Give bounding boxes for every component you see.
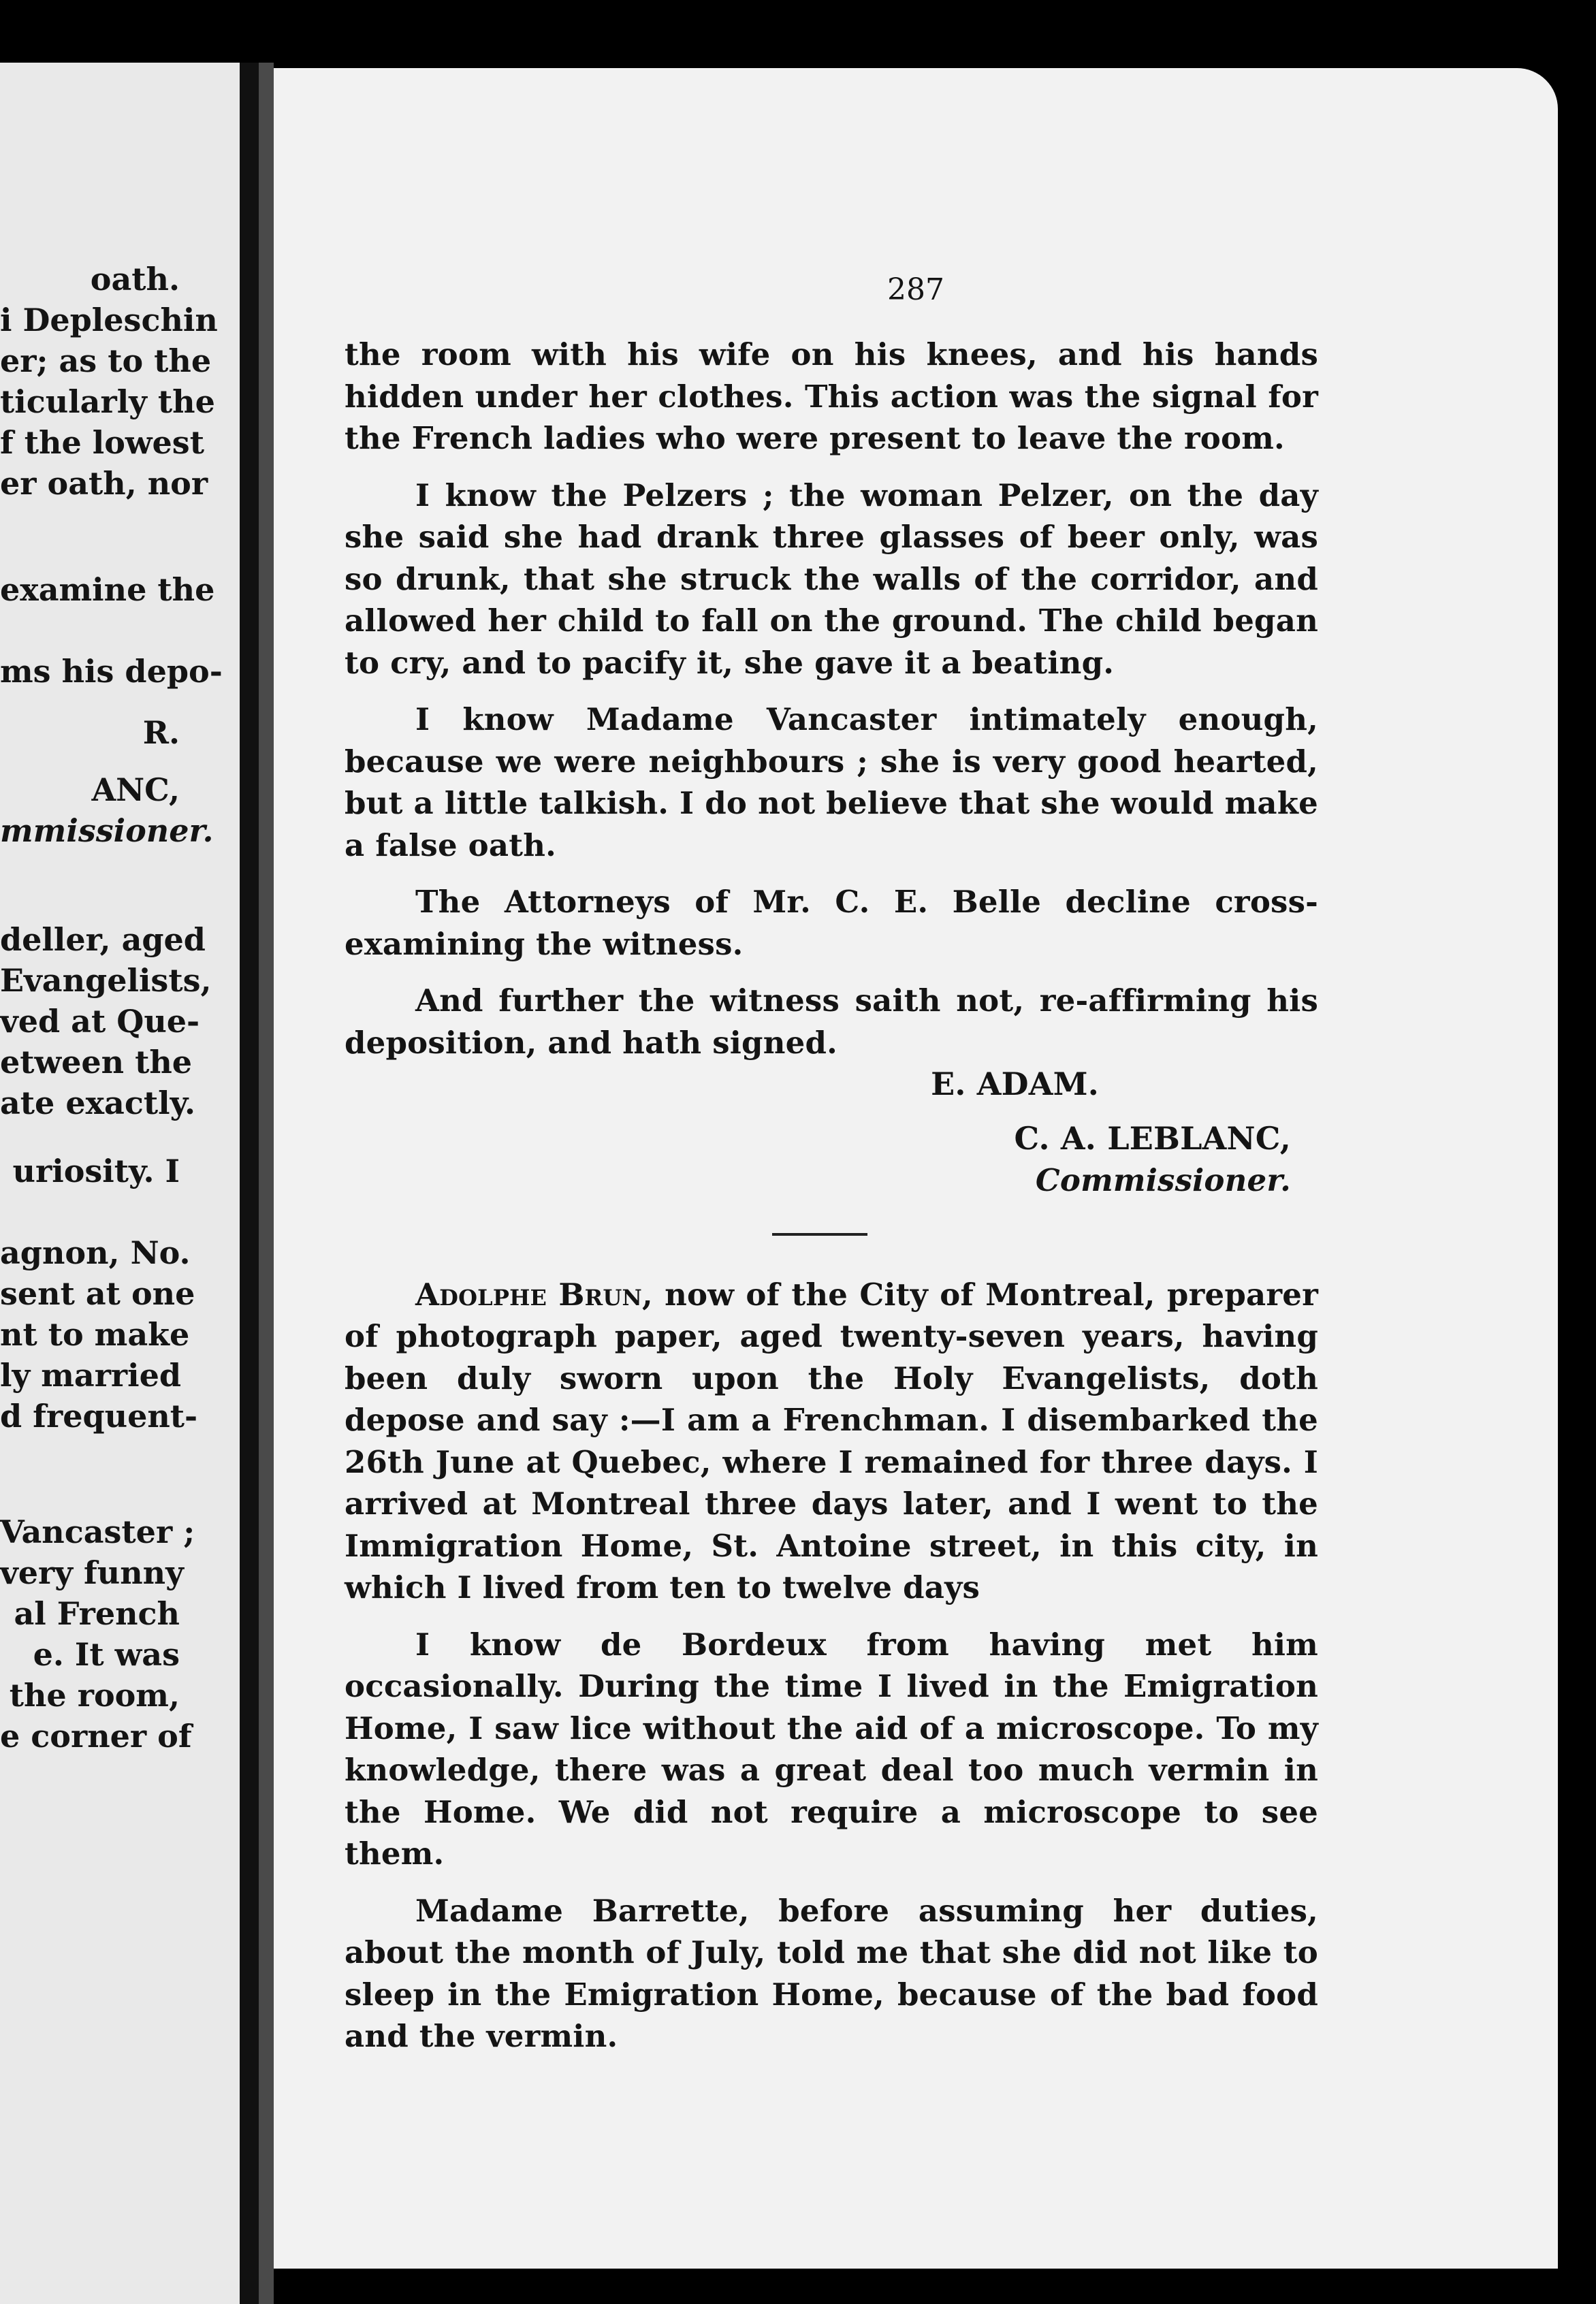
left-page-line: f the lowest	[0, 424, 204, 461]
page-body	[345, 334, 1318, 2058]
section-divider	[772, 1233, 867, 1236]
left-page-line: er; as to the	[0, 342, 212, 379]
left-page-line: ticularly the	[0, 383, 215, 420]
paragraph-closing: And further the witness saith not, re-affirming his deposition, and hath signed.	[345, 982, 1318, 1061]
left-page-line: al French	[14, 1595, 180, 1632]
right-page	[274, 68, 1558, 2269]
left-page-line: Evangelists,	[0, 962, 212, 999]
deponent-name: Adolphe Brun	[415, 1276, 642, 1313]
deposition-text: , now of the City of Montreal, preparer of photograph paper, aged twenty-seven years, having been duly sworn upon the Holy Evangelists, doth depose and say :—I am a Frenchman. I disembarked the 26th June at Quebec, where I remained for three days. I arrived at Montreal three days later, and I went to the Immigration Home, St. Antoine street, in this city, in which I lived from ten to twelve days	[345, 1276, 1318, 1605]
left-page-line: sent at one	[0, 1275, 195, 1312]
left-page-line: very funny	[0, 1554, 184, 1591]
paragraph-barrette: Madame Barrette, before assuming her duties, about the month of July, told me that she did not like to sleep in the Emigration Home, because of the bad food and the vermin.	[345, 1892, 1318, 2054]
signature-commissioner-name: C. A. LEBLANC,	[1014, 1119, 1291, 1157]
left-page-line: ANC,	[91, 771, 180, 808]
paragraph-bordeux: I know de Bordeux from having met him occasionally. During the time I lived in the Emigration Home, I saw lice without the aid of a microscope. To my knowledge, there was a great deal too much vermin in the Home. We did not require a microscope to see them.	[345, 1626, 1318, 1872]
left-page-line: agnon, No.	[0, 1234, 191, 1271]
page-number: 287	[887, 272, 944, 307]
paragraph-attorneys: The Attorneys of Mr. C. E. Belle decline cross-examining the witness.	[345, 884, 1318, 962]
left-page-line: deller, aged	[0, 921, 206, 958]
signature-commissioner-title: Commissioner.	[1035, 1162, 1291, 1198]
left-page-fragment	[0, 63, 240, 2304]
left-page-line: the room,	[9, 1677, 180, 1714]
left-page-line: er oath, nor	[0, 465, 208, 502]
paragraph-adolphe-brun	[345, 1274, 1318, 1609]
paragraph-pelzers: I know the Pelzers ; the woman Pelzer, on the day she said she had drank three glasses of beer only, was so drunk, that she struck the walls of the corridor, and allowed her child to fall on the ground. The child began to cry, and to pacify it, she gave it a beating.	[345, 477, 1318, 681]
signature-witness: E. ADAM.	[931, 1066, 1099, 1102]
left-page-line: d frequent-	[0, 1398, 198, 1435]
left-page-line: uriosity. I	[12, 1153, 180, 1189]
left-page-line: etween the	[0, 1044, 193, 1081]
left-page-line: ved at Que-	[0, 1003, 200, 1040]
paragraph-continuation: the room with his wife on his knees, and his hands hidden under her clothes. This action was the signal for the French ladies who were present to leave the room.	[345, 336, 1318, 456]
left-page-line: examine the	[0, 571, 215, 608]
book-spine	[259, 63, 274, 2304]
left-page-line: mmissioner.	[0, 812, 214, 849]
left-page-line: e corner of	[0, 1718, 192, 1755]
paragraph-vancaster: I know Madame Vancaster intimately enough, because we were neighbours ; she is very good hearted, but a little talkish. I do not believe that she would make a false oath.	[345, 701, 1318, 863]
left-page-line: nt to make	[0, 1316, 190, 1353]
left-page-line: ly married	[0, 1357, 182, 1394]
left-page-line: ate exactly.	[0, 1085, 196, 1121]
left-page-line: ms his depo-	[0, 653, 223, 690]
left-page-line: e. It was	[33, 1636, 180, 1673]
left-page-line: oath.	[90, 261, 180, 298]
gutter-shadow	[240, 63, 259, 2304]
left-page-line: Vancaster ;	[0, 1514, 195, 1550]
left-page-line: R.	[142, 714, 180, 751]
left-page-line: i Depleschin	[0, 302, 218, 338]
